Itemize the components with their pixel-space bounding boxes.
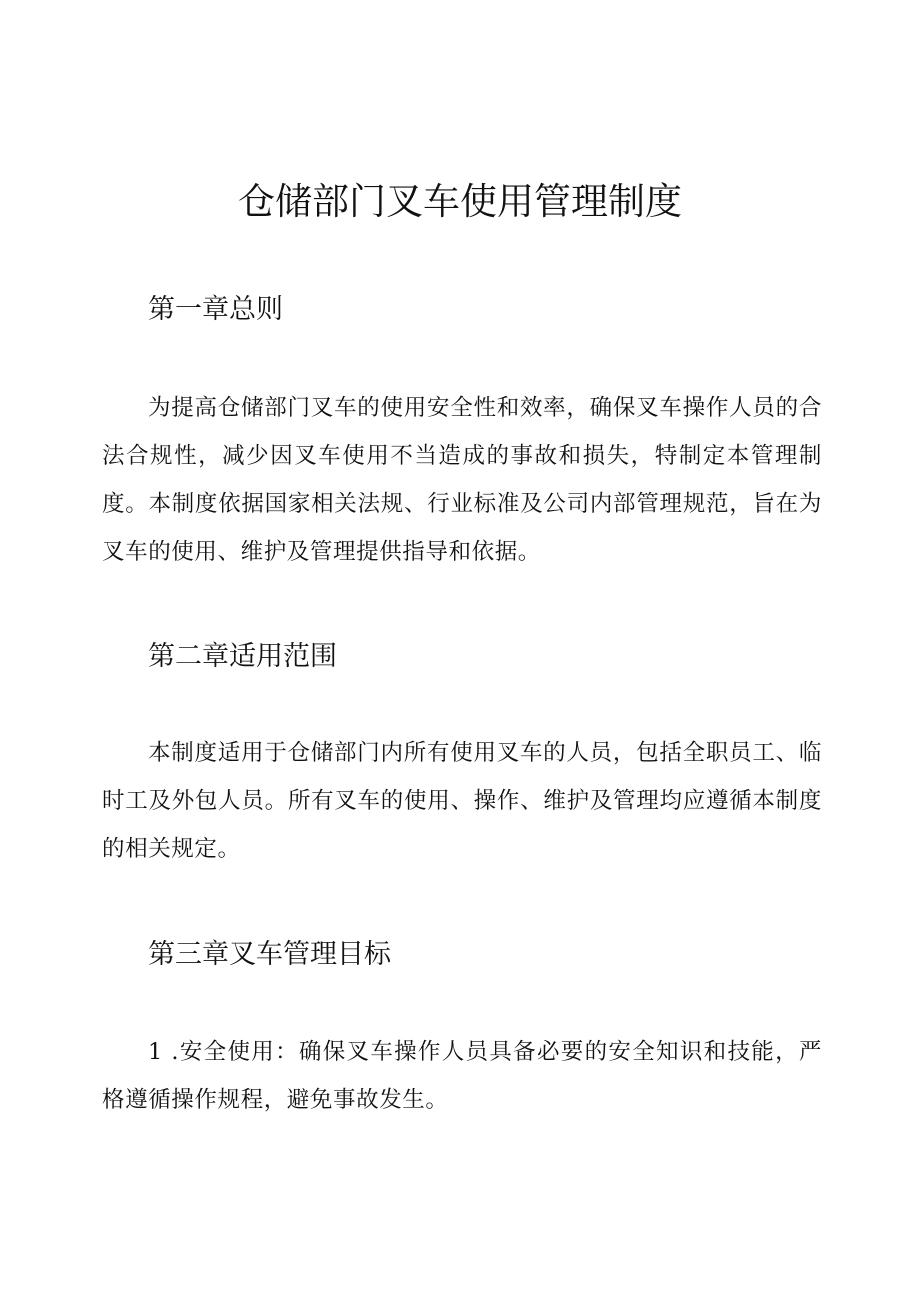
chapter-heading-goals: 第三章叉车管理目标 — [148, 939, 391, 970]
paragraph-scope: 本制度适用于仓储部门内所有使用叉车的人员，包括全职员工、临时工及外包人员。所有叉车的使用、操作、维护及管理均应遵循本制度的相关规定。 — [102, 740, 822, 862]
chapter-heading-general: 第一章总则 — [148, 294, 283, 325]
chapter-heading-scope: 第二章适用范围 — [148, 641, 337, 672]
paragraph-goal-item-1: 1 .安全使用：确保叉车操作人员具备必要的安全知识和技能，严格遵循操作规程，避免事故发生。 — [102, 1039, 822, 1113]
document-title: 仓储部门叉车使用管理制度 — [238, 180, 682, 223]
paragraph-general: 为提高仓储部门叉车的使用安全性和效率，确保叉车操作人员的合法合规性，减少因叉车使用不当造成的事故和损失，特制定本管理制度。本制度依据国家相关法规、行业标准及公司内部管理规范，旨在为叉车的使用、维护及管理提供指导和依据。 — [102, 395, 822, 565]
